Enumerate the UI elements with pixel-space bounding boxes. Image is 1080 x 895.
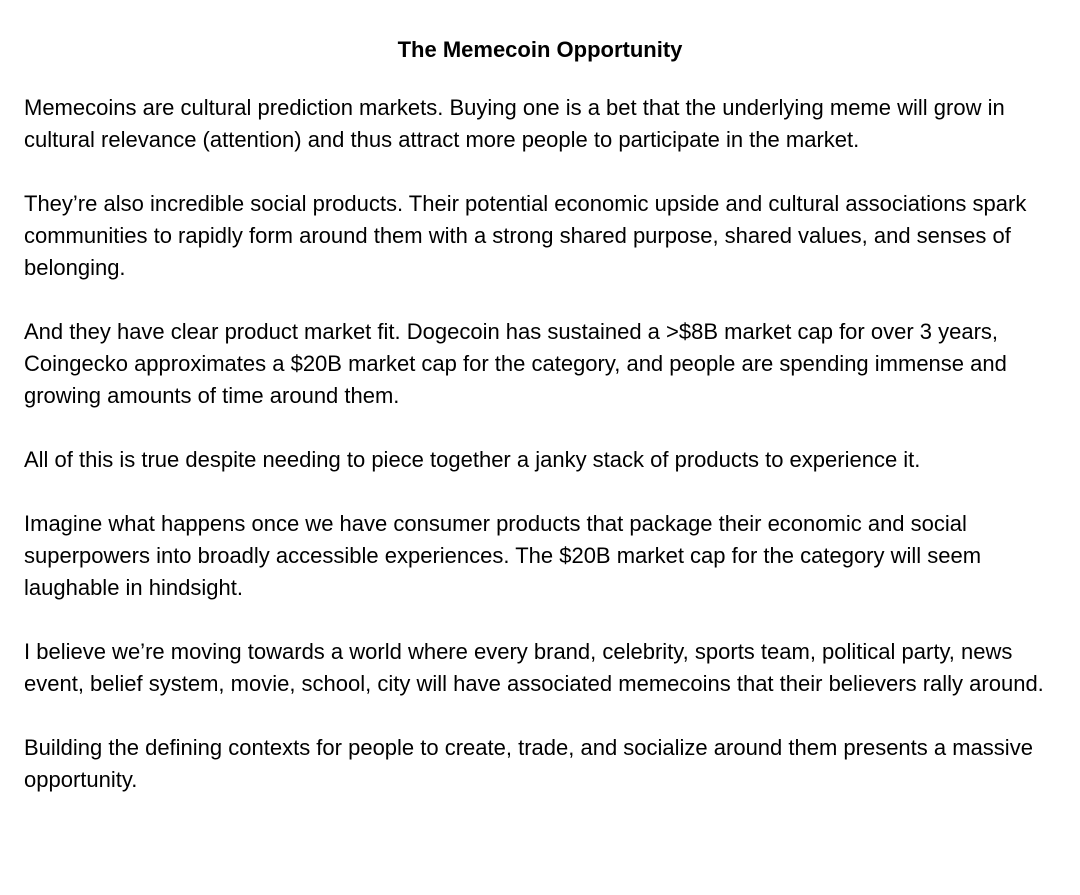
paragraph-associated-memecoins: I believe we’re moving towards a world where every brand, celebrity, sports team, political party, news event, belief system, movie, school, city will have associated memecoins that their believers rally around. — [24, 639, 1044, 696]
document-title: The Memecoin Opportunity — [397, 37, 683, 62]
paragraph-opportunity: Building the defining contexts for people to create, trade, and socialize around them presents a massive opportunity. — [24, 735, 1033, 792]
paragraph-social-products: They’re also incredible social products. Their potential economic upside and cultural associations spark communities to rapidly form around them with a strong shared purpose, shared values, and senses of belonging. — [24, 191, 1027, 280]
paragraph-cultural-prediction-markets: Memecoins are cultural prediction markets. Buying one is a bet that the underlying meme will grow in cultural relevance (attention) and thus attract more people to participate in the market. — [24, 95, 1005, 152]
paragraph-product-market-fit: And they have clear product market fit. Dogecoin has sustained a >$8B market cap for over 3 years, Coingecko approximates a $20B market cap for the category, and people are spending immense and growing amounts of time around them. — [24, 319, 1007, 408]
paragraph-consumer-products: Imagine what happens once we have consumer products that package their economic and social superpowers into broadly accessible experiences. The $20B market cap for the category will seem laughable in hindsight. — [24, 511, 982, 600]
paragraph-janky-stack: All of this is true despite needing to piece together a janky stack of products to experience it. — [24, 447, 921, 472]
